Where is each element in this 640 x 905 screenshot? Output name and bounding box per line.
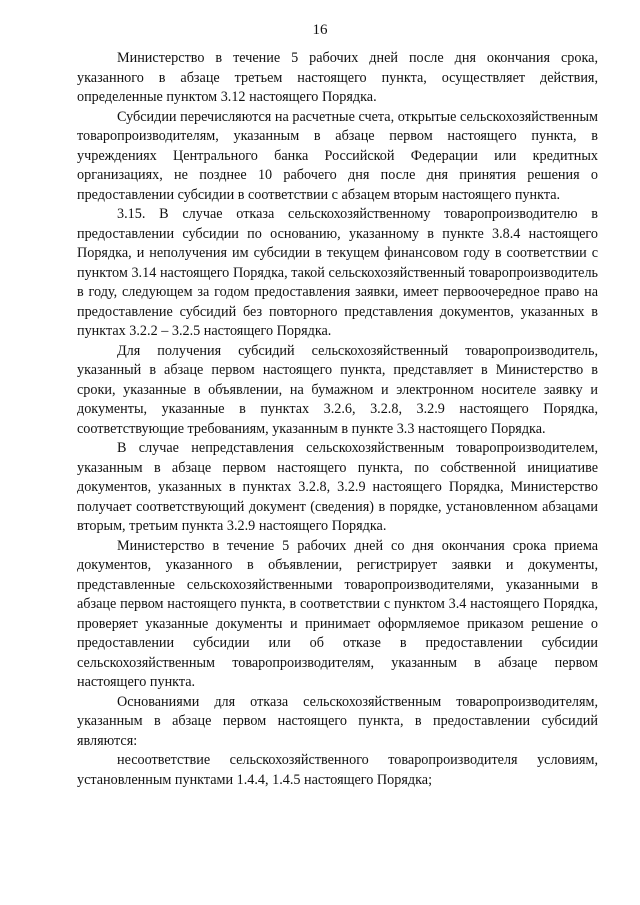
paragraph-8: несоответствие сельскохозяйственного товаропроизводителя условиям, установленным пунктами 1.4.4, 1.4.5 настоящего Порядка; (77, 752, 598, 788)
paragraph-7: Основаниями для отказа сельскохозяйственным товаропроизводителям, указанным в абзаце первом настоящего пункта, в предоставлении субсидий являются: (77, 693, 598, 749)
paragraph-5: В случае непредставления сельскохозяйственным товаропроизводителем, указанным в абзаце первом настоящего пункта, по собственной инициативе документов, указанных в пунктах 3.2.8, 3.2.9 настоящего Порядка, Министерство получает соответствующий документ (сведения) в порядке, установленном абзацами вторым, третьим пункта 3.2.9 настоящего Порядка. (77, 440, 598, 534)
paragraph-1: Министерство в течение 5 рабочих дней после дня окончания срока, указанного в абзаце третьем настоящего пункта, осуществляет действия, определенные пунктом 3.12 настоящего Порядка. (77, 50, 598, 105)
page-number: 16 (312, 22, 328, 38)
paragraph-6: Министерство в течение 5 рабочих дней со дня окончания срока приема документов, указанного в объявлении, регистрирует заявки и документы, представленные сельскохозяйственными товаропроизводителями, указанными в абзаце первом настоящего пункта, в соответствии с пунктом 3.4 настоящего Порядка, проверяет указанные документы и принимает оформляемое приказом решение о предоставлении субсидии или об отказе в предоставлении субсидии сельскохозяйственным товаропроизводителям, указанным в абзаце первом настоящего пункта. (77, 537, 598, 690)
paragraph-4: Для получения субсидий сельскохозяйственный товаропроизводитель, указанный в абзаце первом настоящего пункта, представляет в Министерство в сроки, указанные в объявлении, на бумажном и электронном носителе заявку и документы, указанные в пунктах 3.2.6, 3.2.8, 3.2.9 настоящего Порядка, соответствующие требованиям, указанным в пункте 3.3 настоящего Порядка. (77, 342, 598, 437)
document-body (77, 49, 598, 790)
paragraph-3: 3.15. В случае отказа сельскохозяйственному товаропроизводителю в предоставлении субсидии по основанию, указанному в пункте 3.8.4 настоящего Порядка, и неполучения им субсидии в текущем финансовом году в соответствии с пунктом 3.14 настоящего Порядка, такой сельскохозяйственный товаропроизводитель в году, следующем за годом предоставления заявки, имеет первоочередное право на предоставление субсидий без повторного представления документов, указанных в пунктах 3.2.2 – 3.2.5 настоящего Порядка. (77, 206, 598, 339)
paragraph-2: Субсидии перечисляются на расчетные счета, открытые сельскохозяйственным товаропроизводителям, указанным в абзаце первом настоящего пункта, в учреждениях Центрального банка Российской Федерации или кредитных организациях, не позднее 10 рабочего дня после дня принятия решения о предоставлении субсидии в соответствии с абзацем вторым настоящего пункта. (77, 108, 598, 203)
